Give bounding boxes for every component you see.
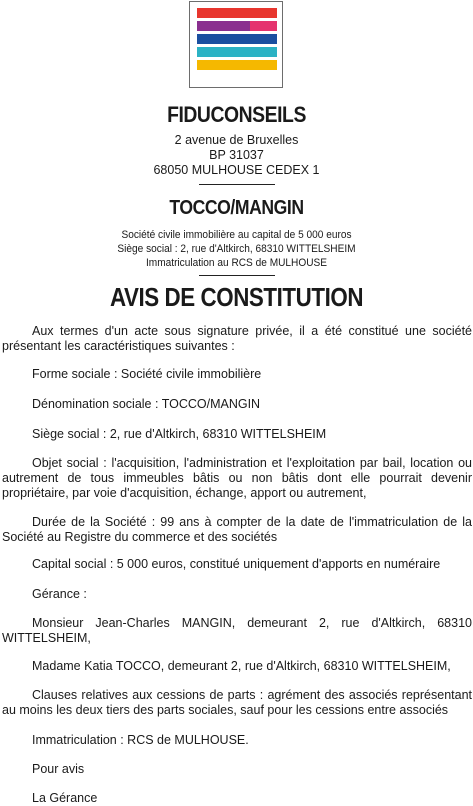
logo-stripe-segment: [197, 60, 223, 70]
firm-address-street: 2 avenue de Bruxelles: [174, 133, 299, 147]
logo-stripe-segment: [197, 47, 223, 57]
firm-address-po-box: BP 31037: [209, 148, 264, 162]
logo-stripe: [197, 60, 277, 70]
logo-stripe-segment: [250, 34, 277, 44]
notice-share-transfer-clauses: Clauses relatives aux cessions de parts : agrément des associés représentant au moins les deux tiers des parts sociales, sauf pour les cessions entre associés: [2, 688, 472, 717]
logo-stripe-segment: [223, 34, 250, 44]
notice-share-capital: Capital social : 5 000 euros, constitué uniquement d'apports en numéraire: [32, 557, 441, 571]
notice-closing: Pour avis: [32, 762, 85, 776]
logo-stripes: [197, 8, 277, 73]
notice-manager-1: Monsieur Jean-Charles MANGIN, demeurant 2, rue d'Altkirch, 68310 WITTELSHEIM,: [2, 616, 472, 645]
logo-stripe-segment: [250, 47, 277, 57]
company-legal-form: Société civile immobilière au capital de 5 000 euros: [121, 229, 352, 241]
company-registration: Immatriculation au RCS de MULHOUSE: [145, 257, 328, 269]
logo-stripe-segment: [250, 60, 277, 70]
logo-stripe: [197, 47, 277, 57]
logo-stripe-segment: [197, 8, 223, 18]
logo-stripe: [197, 21, 277, 31]
notice-registered-office: Siège social : 2, rue d'Altkirch, 68310 WITTELSHEIM: [32, 427, 327, 441]
logo-stripe: [197, 8, 277, 18]
notice-registration: Immatriculation : RCS de MULHOUSE.: [32, 733, 249, 747]
firm-name: FIDUCONSEILS: [167, 102, 306, 127]
company-logo: [189, 1, 283, 88]
logo-stripe-segment: [223, 47, 250, 57]
logo-stripe-segment: [250, 21, 277, 31]
logo-stripe: [197, 34, 277, 44]
logo-stripe-segment: [197, 21, 223, 31]
notice-intro: Aux termes d'un acte sous signature privée, il a été constitué une société présentant les caractéristiques suivantes :: [2, 324, 472, 353]
logo-stripe-segment: [223, 60, 250, 70]
divider: [199, 275, 275, 276]
notice-legal-form: Forme sociale : Société civile immobilière: [32, 367, 262, 381]
firm-address-city: 68050 MULHOUSE CEDEX 1: [153, 163, 320, 177]
notice-manager-2: Madame Katia TOCCO, demeurant 2, rue d'Altkirch, 68310 WITTELSHEIM,: [32, 659, 451, 673]
company-registered-office: Siège social : 2, rue d'Altkirch, 68310 WITTELSHEIM: [117, 243, 356, 255]
notice-heading: AVIS DE CONSTITUTION: [109, 282, 364, 312]
logo-stripe-segment: [223, 21, 250, 31]
notice-company-name: Dénomination sociale : TOCCO/MANGIN: [32, 397, 261, 411]
logo-stripe-segment: [250, 8, 277, 18]
notice-signature: La Gérance: [32, 791, 98, 805]
notice-duration: Durée de la Société : 99 ans à compter de la date de l'immatriculation de la Société au Registre du commerce et des sociétés: [2, 515, 472, 544]
company-name: TOCCO/MANGIN: [169, 197, 304, 219]
notice-management-label: Gérance :: [32, 587, 87, 601]
notice-business-purpose: Objet social : l'acquisition, l'administration et l'exploitation par bail, location ou autrement de tous immeubles bâtis ou non bâtis dont elle pourrait devenir propriétaire, par voie d'acquisition, échange, apport ou autrement,: [2, 456, 472, 500]
logo-stripe-segment: [223, 8, 250, 18]
logo-stripe-segment: [197, 34, 223, 44]
divider: [199, 184, 275, 185]
